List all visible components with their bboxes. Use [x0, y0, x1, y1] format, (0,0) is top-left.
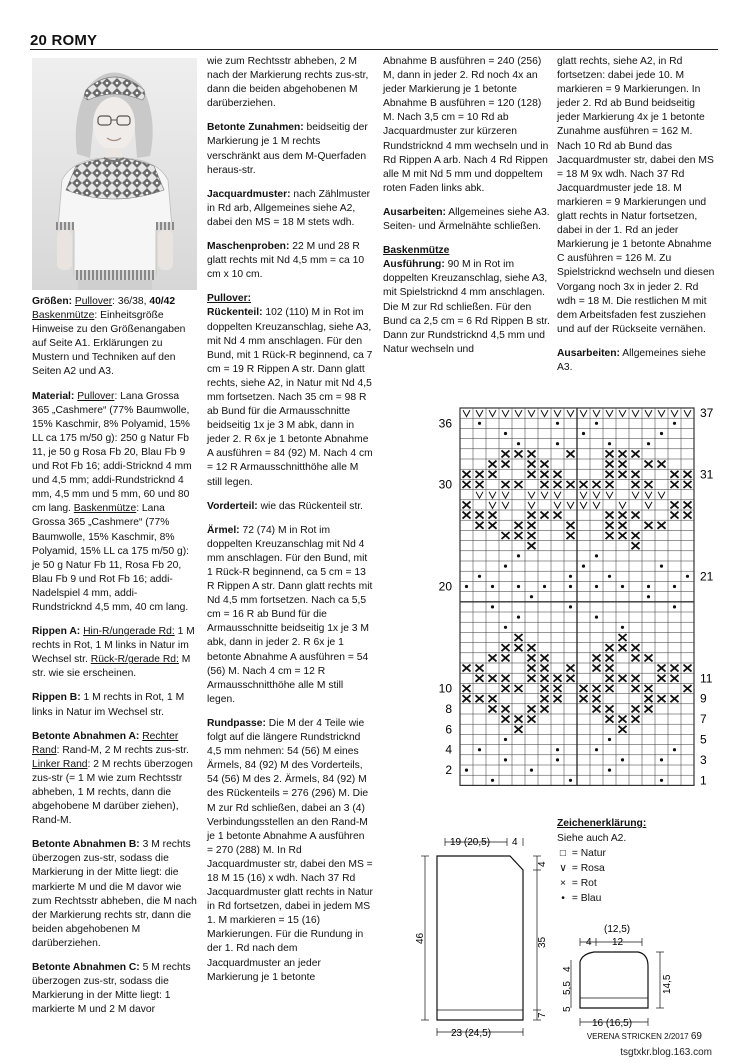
chart-row-label-right: 1 — [700, 773, 707, 788]
hat-finishing-label: Ausarbeiten: — [557, 347, 620, 359]
page-number: 69 — [690, 1031, 702, 1042]
abnahmen-b-paragraph — [32, 838, 197, 951]
legend-label: = Rot — [571, 877, 597, 889]
chart-cell-blau — [660, 779, 663, 782]
back-label: Rückenteil: — [207, 307, 263, 319]
hat-outline — [580, 952, 648, 1008]
chart-row-label-right: 31 — [700, 467, 714, 482]
legend-symbol: × — [559, 877, 566, 889]
back-paragraph — [207, 306, 373, 489]
chart-cell-blau — [608, 442, 611, 445]
schematic-total-length: 46 — [415, 932, 426, 944]
footer-magazine: VERENA STRICKEN 2/2017 — [586, 1032, 689, 1041]
chart-cell-blau — [491, 779, 494, 782]
material-pullover-label: Pullover — [77, 390, 115, 402]
column-1 — [32, 295, 197, 1027]
jacquard-chart — [430, 404, 730, 804]
chart-cell-blau — [660, 758, 663, 761]
chart-cell-blau — [517, 616, 520, 619]
pullover-heading-text: Pullover: — [207, 293, 252, 305]
chart-cell-blau — [621, 585, 624, 588]
jacquard-chart-svg — [430, 404, 730, 804]
chart-row-label-right: 5 — [700, 732, 707, 747]
legend-symbol: □ — [559, 847, 567, 859]
hat-side-left: 5 — [562, 1006, 573, 1012]
abnahmen-a-right-label: Rechter Rand — [32, 730, 179, 756]
rippen-a-label: Rippen A: — [32, 626, 81, 638]
chart-row-label-right: 11 — [700, 671, 713, 686]
hat-instructions-label: Ausführung: — [383, 259, 445, 271]
chart-cell-blau — [582, 565, 585, 568]
abnahmen-a-left-label: Linker Rand — [32, 758, 88, 770]
chart-cell-blau — [465, 769, 468, 772]
chart-cell-blau — [504, 565, 507, 568]
material-hat-text: : Lana Grossa 365 „Cashmere“ (77% Baumwolle, 15% Kaschmir, 8% Polyamid, 15% LL ca 175 m/50 g): je 50 g Natur Fb 11, Rosa Fb 20, Blau Fb 9 und Rot Fb 16; addi-Nadelspiel 4 mm, addi-Rundstricknd 4,5 mm, 40 cm lang. — [32, 503, 190, 613]
chart-row-label-left: 36 — [438, 416, 452, 431]
gauge-paragraph — [207, 240, 373, 282]
sizes-hat-label: Baskenmütze — [32, 310, 95, 322]
sizes-pullover-bold: 40/42 — [149, 296, 176, 307]
chart-row-label-left: 6 — [445, 722, 452, 737]
chart-cell-blau — [478, 422, 481, 425]
chart-cell-blau — [595, 585, 598, 588]
chart-cell-blau — [543, 585, 546, 588]
chart-cell-blau — [686, 575, 689, 578]
legend-item-rot — [557, 877, 707, 892]
hat-top-outer: (12,5) — [604, 924, 631, 935]
model-photo — [32, 58, 197, 290]
chart-cell-blau — [673, 585, 676, 588]
material-hat-label: Baskenmütze — [73, 503, 137, 515]
legend-item-blau — [557, 892, 707, 907]
rippen-b-text: 1 M rechts in Rot, 1 M links in Natur im Wechsel str. — [32, 692, 185, 718]
abnahmen-b-label: Betonte Abnahmen B: — [32, 839, 140, 851]
schematic-rib-length: 7 — [537, 1012, 548, 1018]
chart-cell-blau — [595, 422, 598, 425]
column-3 — [383, 55, 550, 367]
chart-row-label-right: 21 — [700, 569, 714, 584]
schematic-bottom-width: 23 (24,5) — [451, 1028, 492, 1039]
sizes-pullover-label: Pullover — [74, 296, 113, 307]
chart-cell-blau — [556, 748, 559, 751]
rippen-a-even-text: M str. wie sie erscheinen. — [32, 654, 191, 680]
hat-height: 14,5 — [662, 974, 673, 994]
gauge-label: Maschenproben: — [207, 241, 290, 253]
watermark-url: tsgtxkr.blog.163.com — [620, 1047, 712, 1058]
column-4 — [557, 55, 719, 385]
chart-cell-blau — [569, 605, 572, 608]
chart-row-label-right: 9 — [700, 691, 707, 706]
column-2 — [207, 55, 373, 995]
abnahmen-c-text: 5 M rechts überzogen zus-str, sodass die Markierung in der Mitte liegt: 1 markierte M und 2 M davor — [32, 962, 191, 1016]
hat-heading — [383, 244, 550, 258]
chart-cell-blau — [673, 748, 676, 751]
page-title: 20 ROMY — [30, 32, 98, 49]
sleeve-label: Ärmel: — [207, 524, 240, 536]
col4-text: glatt rechts, siehe A2, in Rd fortsetzen: dabei jede 10. M markieren = 9 Markierungen. In jeder 2. Rd ab Bund beidseitig jeder Markierung 4x je 1 betonte Zunahme ausführen = 162 M. Nach 10 Rd ab Bund das Jacquardmuster str, dabei den MS = 18 M 9x wdh. Nach 37 Rd Jacquardmuster jede 18. M markieren = 9 Markierungen und glatt rechts in Natur fortsetzen, dabei in der 1. Rd an jeder Markierung je 1 betonte Abnahme C ausführen = 126 M. Zu Spielstricknd wechseln und diesen Vorgang noch 3x in jeder 2. Rd wdh = 18 M. Die restlichen M mit dem Arbeitsfaden fest zusziehen und auf der Rückseite vernähen. — [557, 56, 715, 335]
chart-cell-blau — [504, 738, 507, 741]
yoke-label: Rundpasse: — [207, 717, 266, 729]
hat-schematic — [562, 920, 688, 1040]
title-rule — [30, 49, 718, 50]
legend-label: = Rosa — [571, 862, 605, 874]
hat-finishing-text: Allgemeines siehe A3. — [557, 347, 706, 373]
legend-item-rosa — [557, 862, 707, 877]
chart-legend — [557, 817, 707, 907]
chart-cell-blau — [608, 769, 611, 772]
pullover-schematic — [415, 820, 565, 1040]
jacquard-paragraph — [207, 188, 373, 230]
sizes-pullover-values: : 36/38, — [112, 296, 150, 307]
zunahmen-label: Betonte Zunahmen: — [207, 122, 304, 134]
col2-continuation: wie zum Rechtsstr abheben, 2 M nach der Markierung rechts zus-str, dann die beiden abgehobenen M darüberziehen. — [207, 56, 369, 110]
chart-cell-blau — [595, 748, 598, 751]
chart-cell-blau — [556, 422, 559, 425]
chart-cell-blau — [478, 748, 481, 751]
sizes-rest: : Einheitsgröße Hinweise zu den Größenangaben auf Seite A1. Erklärungen zu Mustern und Techniken auf den Seiten A2 und A3. — [32, 310, 186, 378]
chart-cell-blau — [478, 575, 481, 578]
hat-finishing-paragraph — [557, 347, 719, 375]
chart-cell-blau — [517, 585, 520, 588]
schematic-outline — [437, 856, 523, 1020]
material-pullover-text: : Lana Grossa 365 „Cashmere“ (77% Baumwolle, 15% Kaschmir, 8% Polyamid, 15% LL ca 175 m/50 g): 250 g Natur Fb 11, je 50 g Rosa Fb 20, Blau Fb 9 und Rot Fb 16; addi-Stricknd 4 mm und 4,5 mm; addi-Rundstricknd 4 mm, 4,5 mm und 5 mm, 60 und 80 cm lang. — [32, 390, 192, 515]
material-label: Material: — [32, 390, 75, 402]
zunahmen-text: beidseitig der Markierung je 1 M rechts verschränkt aus dem M-Querfaden heraus-str. — [207, 122, 368, 176]
chart-cell-blau — [595, 616, 598, 619]
abnahmen-c-paragraph — [32, 961, 197, 1017]
chart-cell-blau — [608, 738, 611, 741]
chart-row-label-right: 7 — [700, 712, 707, 727]
pullover-heading — [207, 292, 373, 306]
chart-cell-blau — [647, 442, 650, 445]
front-text: wie das Rückenteil str. — [257, 500, 364, 512]
rippen-b-paragraph — [32, 691, 197, 719]
chart-cell-blau — [647, 595, 650, 598]
rippen-a-odd-label: Hin-R/ungerade Rd: — [83, 626, 175, 638]
rippen-a-paragraph — [32, 625, 197, 681]
hat-side-mid: 5,5 — [562, 981, 573, 995]
chart-cell-blau — [556, 758, 559, 761]
schematic-body-length: 35 — [537, 936, 548, 948]
chart-row-label-left: 10 — [438, 681, 452, 696]
sleeve-text: 72 (74) M in Rot im doppelten Kreuzanschlag mit Nd 4 mm anschlagen. Für den Bund, mit 1 Rück-R beginnend, ca 5 cm = 13 R Rippen A str. Dann glatt rechts mit Nd 4,5 mm fortsetzen. Nach ca 5,5 cm = 16 R ab Bund für die Armausschnitte beidseitig 1x je 3 M abk, dann in jeder 2. R 6x je 1 betonte Abnahme A ausführen = 54 (56) M. Nach 4 cm = 12 R Armausschnitthöhe alle M still legen. — [207, 524, 373, 705]
abnahmen-a-paragraph — [32, 730, 197, 829]
chart-cell-blau — [491, 585, 494, 588]
legend-symbol: ∨ — [559, 862, 567, 874]
hat-bottom: 16 (16,5) — [592, 1018, 633, 1029]
gauge-text: 22 M und 28 R glatt rechts mit Nd 4,5 mm = ca 10 cm x 10 cm. — [207, 241, 365, 281]
schematic-top-width: 19 (20,5) — [450, 837, 491, 848]
yoke-paragraph — [207, 717, 373, 985]
chart-cell-blau — [647, 585, 650, 588]
chart-cell-blau — [608, 575, 611, 578]
rippen-a-odd-text: 1 M rechts in Rot, 1 M links in Natur im Wechsel str. — [32, 626, 195, 666]
chart-row-label-left: 20 — [438, 579, 452, 594]
chart-cell-blau — [569, 585, 572, 588]
legend-symbol: • — [561, 892, 565, 904]
hat-instructions-paragraph — [383, 258, 550, 357]
schematic-shoulder: 4 — [512, 837, 518, 848]
chart-cell-blau — [673, 422, 676, 425]
schematic-arm-depth: 4 — [537, 861, 548, 867]
chart-cell-blau — [504, 626, 507, 629]
chart-cell-blau — [621, 758, 624, 761]
back-text: 102 (110) M in Rot im doppelten Kreuzanschlag, siehe A3, mit Nd 4 mm anschlagen. Für den Bund, mit 1 Rück-R beginnend, ca 7 cm = 19 R Rippen A str. Dann glatt rechts, siehe A2, in Natur mit Nd 4,5 mm fortsetzen. Nach 35 cm = 98 R ab Bund für die Armausschnitte beidseitig 1x je 3 M abk, dann in jeder 2. R 6x je 1 betonte Abnahme A ausführen = 84 (92) M. Nach 4 cm = 12 R Armausschnitthöhe alle M still legen. — [207, 307, 373, 488]
sizes-label: Größen: — [32, 296, 73, 307]
chart-cell-blau — [582, 432, 585, 435]
chart-cell-blau — [530, 595, 533, 598]
jacquard-text: nach Zählmuster in Rd arb, Allgemeines siehe A2, dabei den MS = 18 M stets wdh. — [207, 188, 371, 228]
page-footer — [587, 1031, 702, 1042]
front-label: Vorderteil: — [207, 500, 258, 512]
chart-cell-blau — [504, 432, 507, 435]
chart-row-label-left: 2 — [445, 763, 452, 778]
chart-cell-blau — [673, 605, 676, 608]
finishing-paragraph — [383, 206, 550, 234]
chart-cell-blau — [556, 442, 559, 445]
chart-cell-blau — [504, 758, 507, 761]
abnahmen-a-label: Betonte Abnahmen A: — [32, 730, 140, 742]
chart-cell-blau — [517, 554, 520, 557]
chart-row-label-left: 8 — [445, 701, 452, 716]
hat-top-mid: 12 — [612, 937, 624, 948]
chart-cell-blau — [491, 605, 494, 608]
rippen-a-even-label: Rück-R/gerade Rd: — [90, 654, 179, 666]
chart-cell-blau — [660, 565, 663, 568]
abnahmen-a-right-text: : Rand-M, 2 M rechts zus-str. — [56, 744, 189, 756]
front-paragraph — [207, 500, 373, 514]
zunahmen-paragraph — [207, 121, 373, 177]
legend-label: = Natur — [571, 847, 606, 859]
chart-cell-blau — [660, 432, 663, 435]
chart-cell-blau — [621, 626, 624, 629]
legend-title: Zeichenerklärung: — [557, 818, 647, 829]
yoke-text: Die M der 4 Teile wie folgt auf die längere Rundstricknd 4,5 mm nehmen: 54 (56) M eines Ärmels, 84 (92) M des Vorderteils, 54 (56) M des 2. Ärmels, 84 (92) M des Rückenteils = 276 (296) M. Die M zur Rd schließen, dabei an 3 (4) Verbindungsstellen an den Rand-M je 1 betonte Abnahme A ausführen = 270 (288) M. In Rd Jacquardmuster str, dabei den MS = 18 M 15 (16) x wdh. Nach 37 Rd Jacquardmuster glatt rechts in Natur in Rd fortsetzen, dabei in jedem MS 1. M markieren = 15 (16) Markierungen. Für die Rundung in der 1. Rd nach dem Jacquardmuster an jeder Markierung je 1 betonte — [207, 717, 373, 983]
finishing-label: Ausarbeiten: — [383, 206, 446, 218]
legend-item-natur — [557, 847, 707, 862]
col3-continuation: Abnahme B ausführen = 240 (256) M, dann in jeder 2. Rd noch 4x an jeder Markierung je 1 betonte Abnahme B ausführen = 120 (128) M. Nach 3,5 cm = 10 Rd ab Jacquardmuster zur kürzeren Rundstricknd 4 mm wechseln und in Rd Rippen A arb. Nach 4 Rd Rippen alle M mit Nd 5 mm und doppeltem roten Faden links abk. — [383, 56, 549, 194]
chart-row-label-left: 4 — [445, 742, 452, 757]
chart-cell-blau — [517, 442, 520, 445]
hat-heading-text: Baskenmütze — [383, 245, 450, 257]
hat-side-right: 4 — [562, 966, 573, 972]
chart-cell-blau — [569, 575, 572, 578]
sizes-paragraph — [32, 295, 197, 380]
chart-cell-blau — [595, 554, 598, 557]
chart-cell-blau — [530, 769, 533, 772]
finishing-text: Allgemeines siehe A3. Seiten- und Ärmelnähte schließen. — [383, 206, 550, 233]
abnahmen-b-text: 3 M rechts überzogen zus-str, sodass die Markierung in der Mitte liegt: die markierte M und die M davor wie zum Rechtsstr abheben, die M nach der Markierung rechts str, dann die beiden abgehobenen M darüberziehen. — [32, 839, 197, 949]
chart-row-label-right: 37 — [700, 406, 714, 421]
legend-label: = Blau — [571, 892, 602, 904]
abnahmen-c-label: Betonte Abnahmen C: — [32, 962, 140, 974]
chart-row-label-right: 3 — [700, 752, 707, 767]
chart-row-label-left: 30 — [438, 477, 452, 492]
material-paragraph — [32, 390, 197, 616]
hat-instructions-text: 90 M in Rot im doppelten Kreuzanschlag, siehe A3, mit Spielstricknd 4 mm anschlagen. Die M zur Rd schließen. Für den Bund ca 2,5 cm = 6 Rd Rippen B str. Dann zur Rundstricknd 4,5 mm und Natur wechseln und — [383, 259, 550, 355]
chart-cell-blau — [569, 779, 572, 782]
rippen-b-label: Rippen B: — [32, 692, 81, 704]
hat-top-inner: 4 — [586, 937, 592, 948]
sleeve-paragraph — [207, 524, 373, 707]
jacquard-label: Jacquardmuster: — [207, 188, 291, 200]
chart-cell-blau — [465, 585, 468, 588]
legend-subtitle: Siehe auch A2. — [557, 832, 627, 844]
abnahmen-a-left-text: : 2 M rechts überzogen zus-str (= 1 M wie zum Rechtsstr abheben, 1 M rechts, dann die abgehobene M darüber ziehen), Rand-M. — [32, 758, 193, 827]
